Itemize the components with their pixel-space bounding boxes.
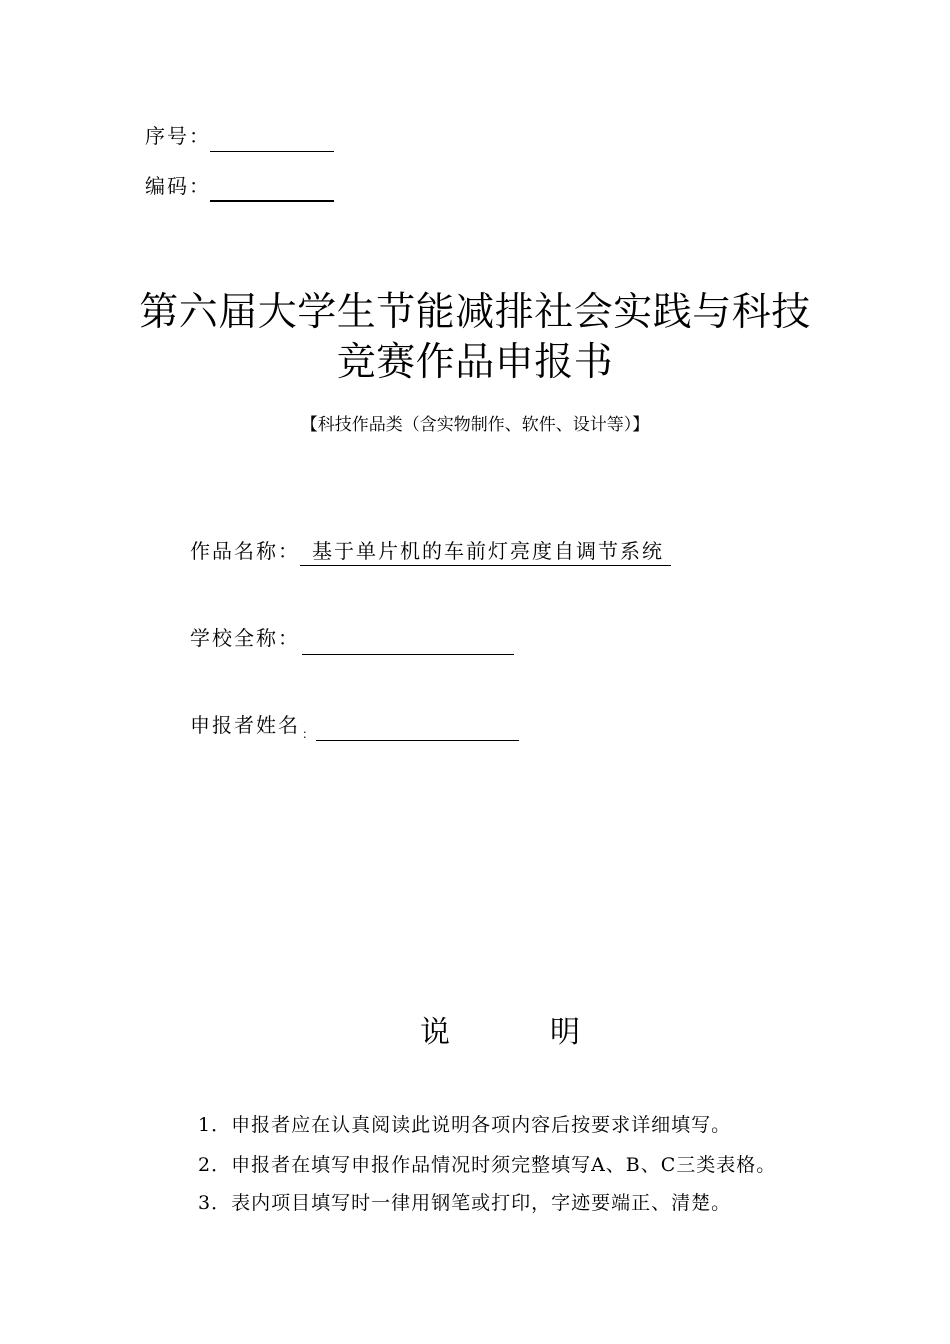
applicant-colon: ： [302, 727, 315, 741]
instruction-item: 1．申报者应在认真阅读此说明各项内容后按要求详细填写。 [198, 1114, 732, 1136]
instructions-heading-right: 明 [550, 1015, 580, 1050]
instructions-heading-left: 说 [420, 1015, 450, 1050]
work-name-field[interactable] [300, 565, 671, 566]
work-category: 【科技作品类（含实物制作、软件、设计等）】 [300, 415, 650, 435]
applicant-label: 申报者姓名 [190, 713, 300, 737]
school-label: 学校全称： [190, 626, 300, 650]
page-title-line-2: 竞赛作品申报书 [336, 340, 614, 385]
work-name-value: 基于单片机的车前灯亮度自调节系统 [312, 539, 664, 563]
instruction-item: 2．申报者在填写申报作品情况时须完整填写A、B、C三类表格。 [198, 1154, 777, 1176]
school-field[interactable] [302, 654, 514, 655]
code-field[interactable] [210, 200, 334, 202]
page-title-line-1: 第六届大学生节能减排社会实践与科技 [139, 290, 811, 335]
serial-field[interactable] [210, 151, 334, 152]
code-label: 编码： [145, 174, 211, 198]
instruction-item: 3．表内项目填写时一律用钢笔或打印，字迹要端正、清楚。 [198, 1192, 732, 1214]
applicant-field[interactable] [316, 740, 519, 741]
serial-label: 序号： [145, 124, 211, 148]
work-name-label: 作品名称： [190, 539, 300, 563]
